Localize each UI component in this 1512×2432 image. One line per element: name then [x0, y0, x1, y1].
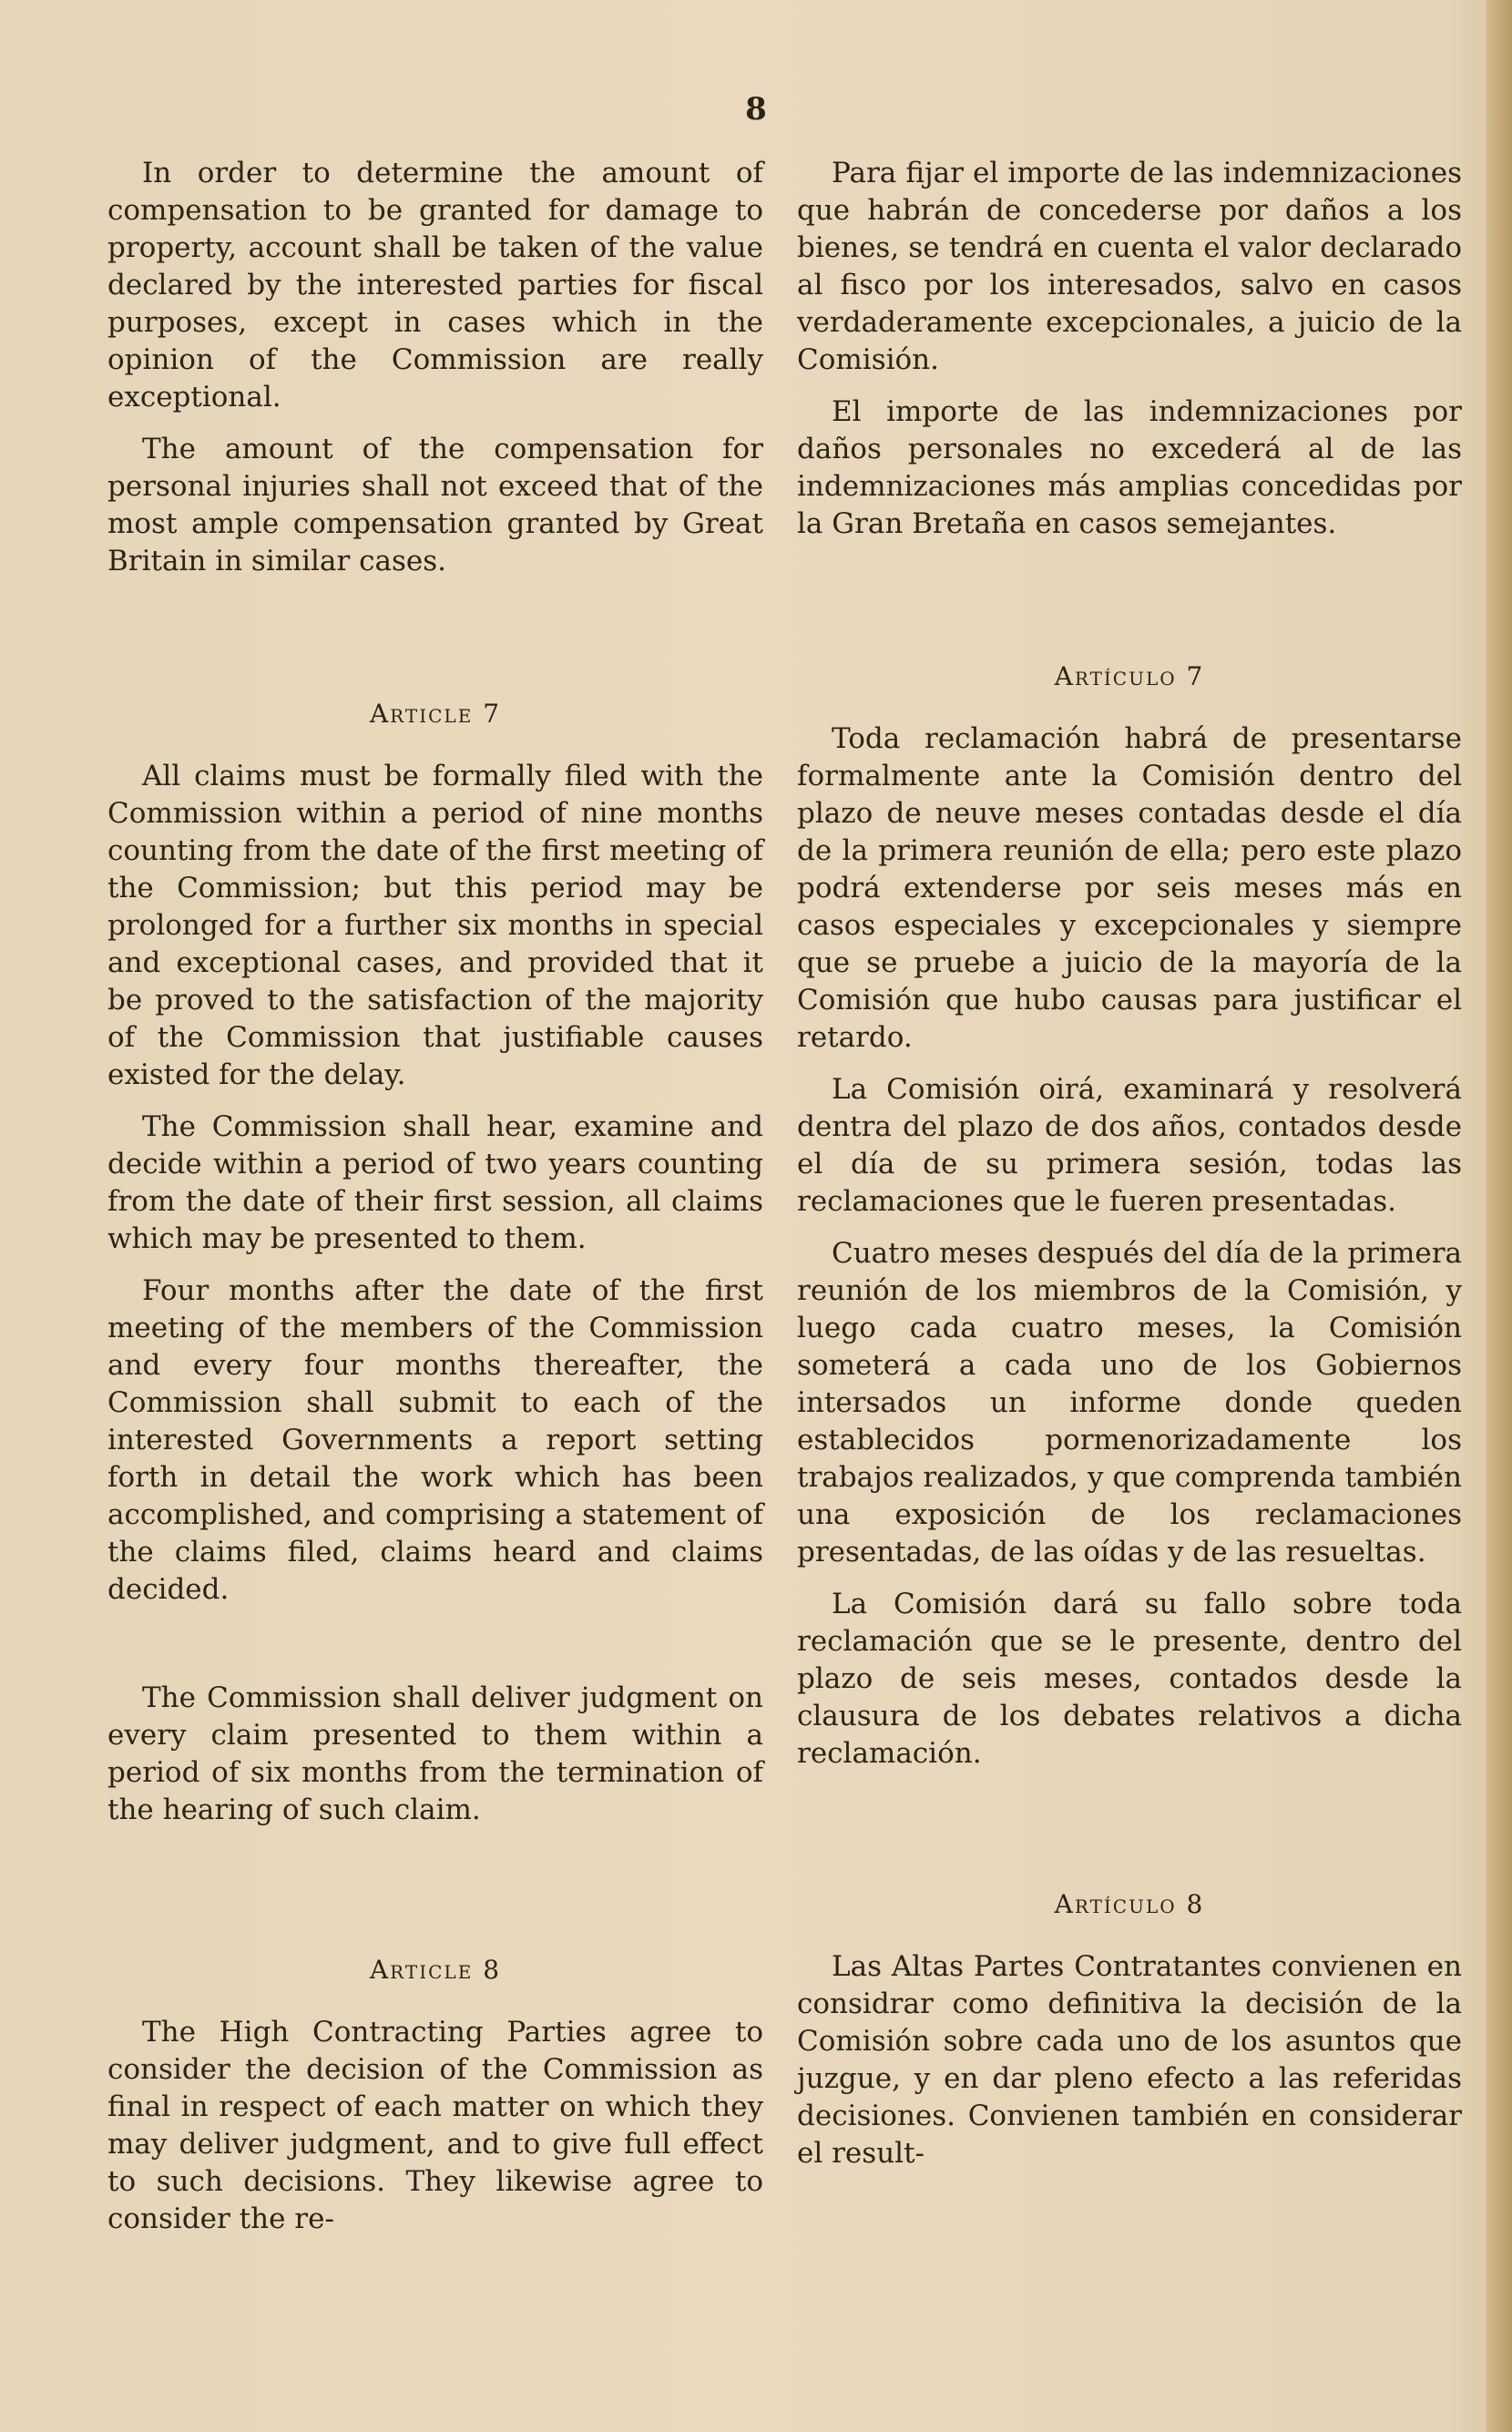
paragraph: La Comisión dará su fallo sobre toda reclamación que se le presente, dentro del plazo de seis meses, contados desde la clausura de los debates relativos a dicha reclamación.: [797, 1588, 1462, 1770]
paragraph: Para fijar el importe de las indemnizaciones que habrán de concederse por daños a los bienes, se tendrá en cuenta el valor declarado al fisco por los interesados, salvo en casos verdaderamente excepcionales, a juicio de la Comisión.: [797, 157, 1462, 376]
page-edge: [1486, 0, 1512, 2432]
paragraph: Las Altas Partes Contratantes convienen en considrar como definitiva la decisión de la Comisión sobre cada uno de los asuntos que juzgue, y en dar pleno efecto a las referidas decisiones. Convienen también en considerar el result-: [797, 1950, 1462, 2170]
paragraph: All claims must be formally filed with the Commission within a period of nine months counting from the date of the first meeting of the Commission; but this period may be prolonged for a further six months in special and exceptional cases, and provided that it be proved to the satisfaction of the majority of the Commission that justifiable causes existed for the delay.: [107, 760, 763, 1091]
paragraph: Four months after the date of the first meeting of the members of the Commission and every four months thereafter, the Commission shall submit to each of the interested Governments a report setting forth in detail the work which has been accomplished, and comprising a statement of the claims filed, claims heard and claims decided.: [107, 1274, 763, 1606]
spanish-column: [797, 155, 1462, 2187]
paragraph: La Comisión oirá, examinará y resolverá dentra del plazo de dos años, contados desde el día de su primera sesión, todas las reclamaciones que le fueren presentadas.: [797, 1073, 1462, 1218]
page-number: 8: [745, 91, 767, 128]
paragraph: The Commission shall deliver judgment on every claim presented to them within a period of six months from the termination of the hearing of such claim.: [107, 1681, 763, 1826]
articulo-8-heading: Artículo 8: [1054, 1889, 1205, 1919]
paragraph: The Commission shall hear, examine and decide within a period of two years counting from the date of their first session, all claims which may be presented to them.: [107, 1110, 763, 1255]
paragraph: Toda reclamación habrá de presentarse formalmente ante la Comisión dentro del plazo de neuve meses contadas desde el día de la primera reunión de ella; pero este plazo podrá extenderse por seis meses más en casos especiales y excepcionales y siempre que se pruebe a juicio de la mayoría de la Comisión que hubo causas para justificar el retardo.: [797, 722, 1462, 1054]
paragraph: El importe de las indemnizaciones por daños personales no excederá al de las indemnizaciones más amplias concedidas por la Gran Bretaña en casos semejantes.: [797, 395, 1462, 540]
paragraph: The High Contracting Parties agree to consider the decision of the Commission as final in respect of each matter on which they may deliver judgment, and to give full effect to such decisions. They likewise agree to consider the re-: [107, 2016, 763, 2235]
article-8-heading: Article 8: [369, 1955, 502, 1985]
article-7-heading: Article 7: [369, 699, 502, 729]
articulo-7-heading: Artículo 7: [1054, 661, 1205, 691]
paragraph: Cuatro meses después del día de la primera reunión de los miembros de la Comisión, y luego cada cuatro meses, la Comisión someterá a cada uno de los Gobiernos intersados un informe donde queden establecidos pormenorizadamente los trabajos realizados, y que comprenda también una exposición de los reclamaciones presentadas, de las oídas y de las resueltas.: [797, 1237, 1462, 1569]
paragraph: The amount of the compensation for personal injuries shall not exceed that of the most ample compensation granted by Great Britain in similar cases.: [107, 433, 763, 577]
paragraph: In order to determine the amount of compensation to be granted for damage to property, account shall be taken of the value declared by the interested parties for fiscal purposes, except in cases which in the opinion of the Commission are really exceptional.: [107, 157, 763, 414]
english-column: [107, 155, 763, 2253]
